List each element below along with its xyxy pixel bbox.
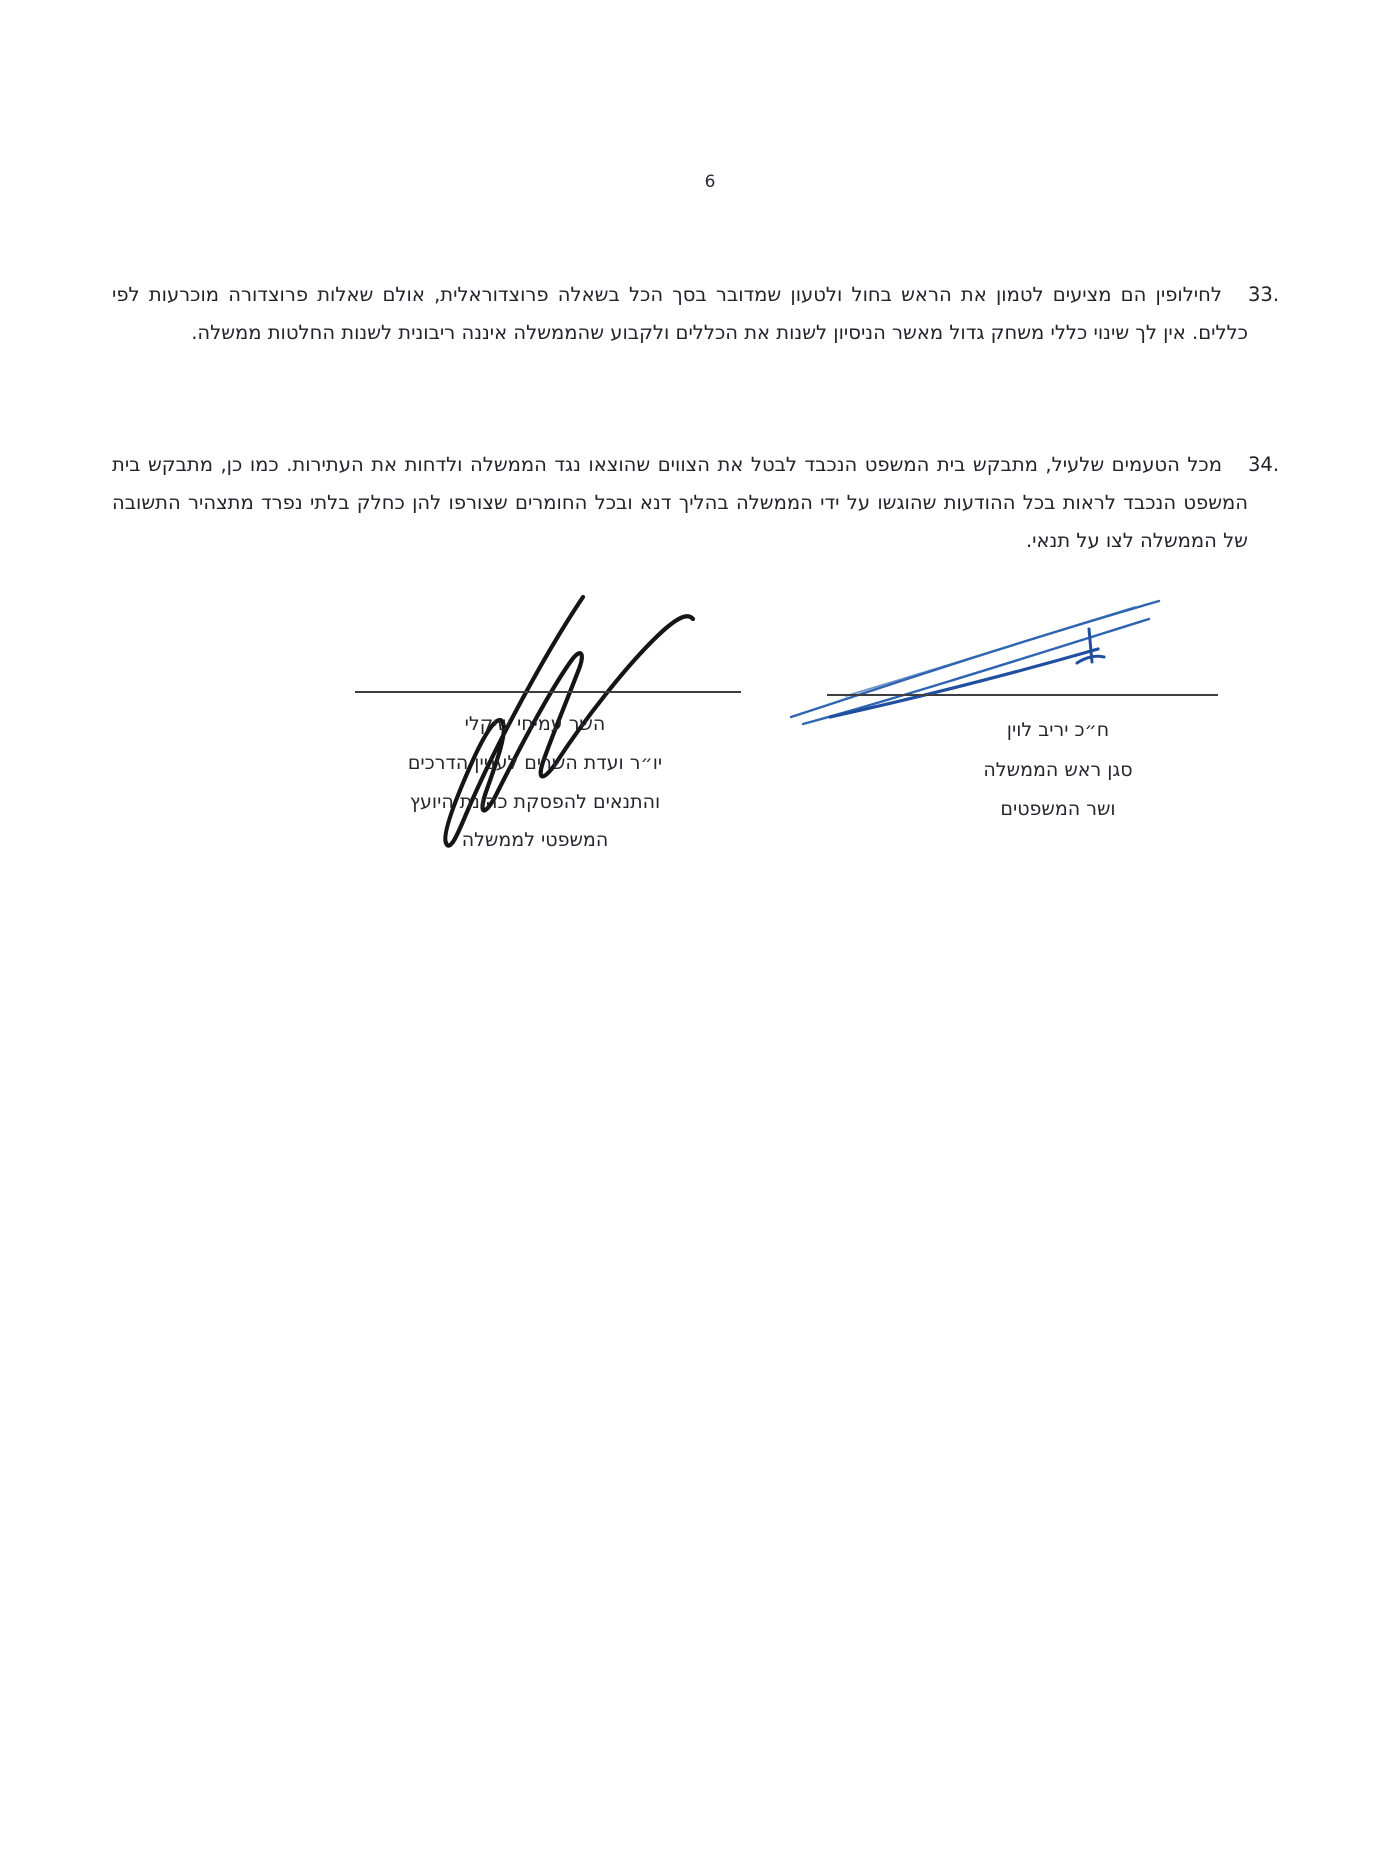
chikli-name: השר עמיחי שיקלי (464, 713, 606, 735)
levin-title-1: סגן ראש הממשלה (983, 759, 1133, 781)
chikli-title-1: יו״ר ועדת השרים לעניין הדרכים (407, 752, 663, 774)
levin-signature-ink (791, 601, 1159, 724)
paragraph-34 (112, 446, 1280, 559)
paragraph-34-text: מכל הטעמים שלעיל, מתבקש בית המשפט הנכבד לבטל את הצווים שהוצאו נגד הממשלה ולדחות את העתירות. כמו כן, מתבקש בית המשפט הנכבד לראות בכל ההודעות שהוגשו על ידי הממשלה בהליך דנא ובכל החומרים שצורפו להן כחלק בלתי נפרד מתצהיר התשובה של הממשלה לצו על תנאי. (112, 453, 1248, 552)
chikli-signature-line (355, 691, 741, 693)
paragraph-34-number: 34. (1248, 453, 1280, 476)
levin-name: ח״כ יריב לוין (1006, 719, 1110, 741)
levin-title-2: ושר המשפטים (1000, 798, 1116, 820)
chikli-title-3: המשפטי לממשלה (461, 829, 609, 851)
paragraph-33-number: 33. (1248, 283, 1280, 306)
page-number: 6 (704, 172, 716, 192)
paragraph-33 (112, 276, 1280, 352)
paragraph-33-text: לחילופין הם מציעים לטמון את הראש בחול ולטעון שמדובר בסך הכל בשאלה פרוצדוראלית, אולם שאלות פרוצדורה מוכרעות לפי כללים. אין לך שינוי כללי משחק גדול מאשר הניסיון לשנות את הכללים ולקבוע שהממשלה איננה ריבונית לשנות החלטות ממשלה. (112, 283, 1248, 344)
levin-signature-line (827, 694, 1218, 696)
chikli-title-2: והתנאים להפסקת כהונת היועץ (409, 791, 661, 813)
